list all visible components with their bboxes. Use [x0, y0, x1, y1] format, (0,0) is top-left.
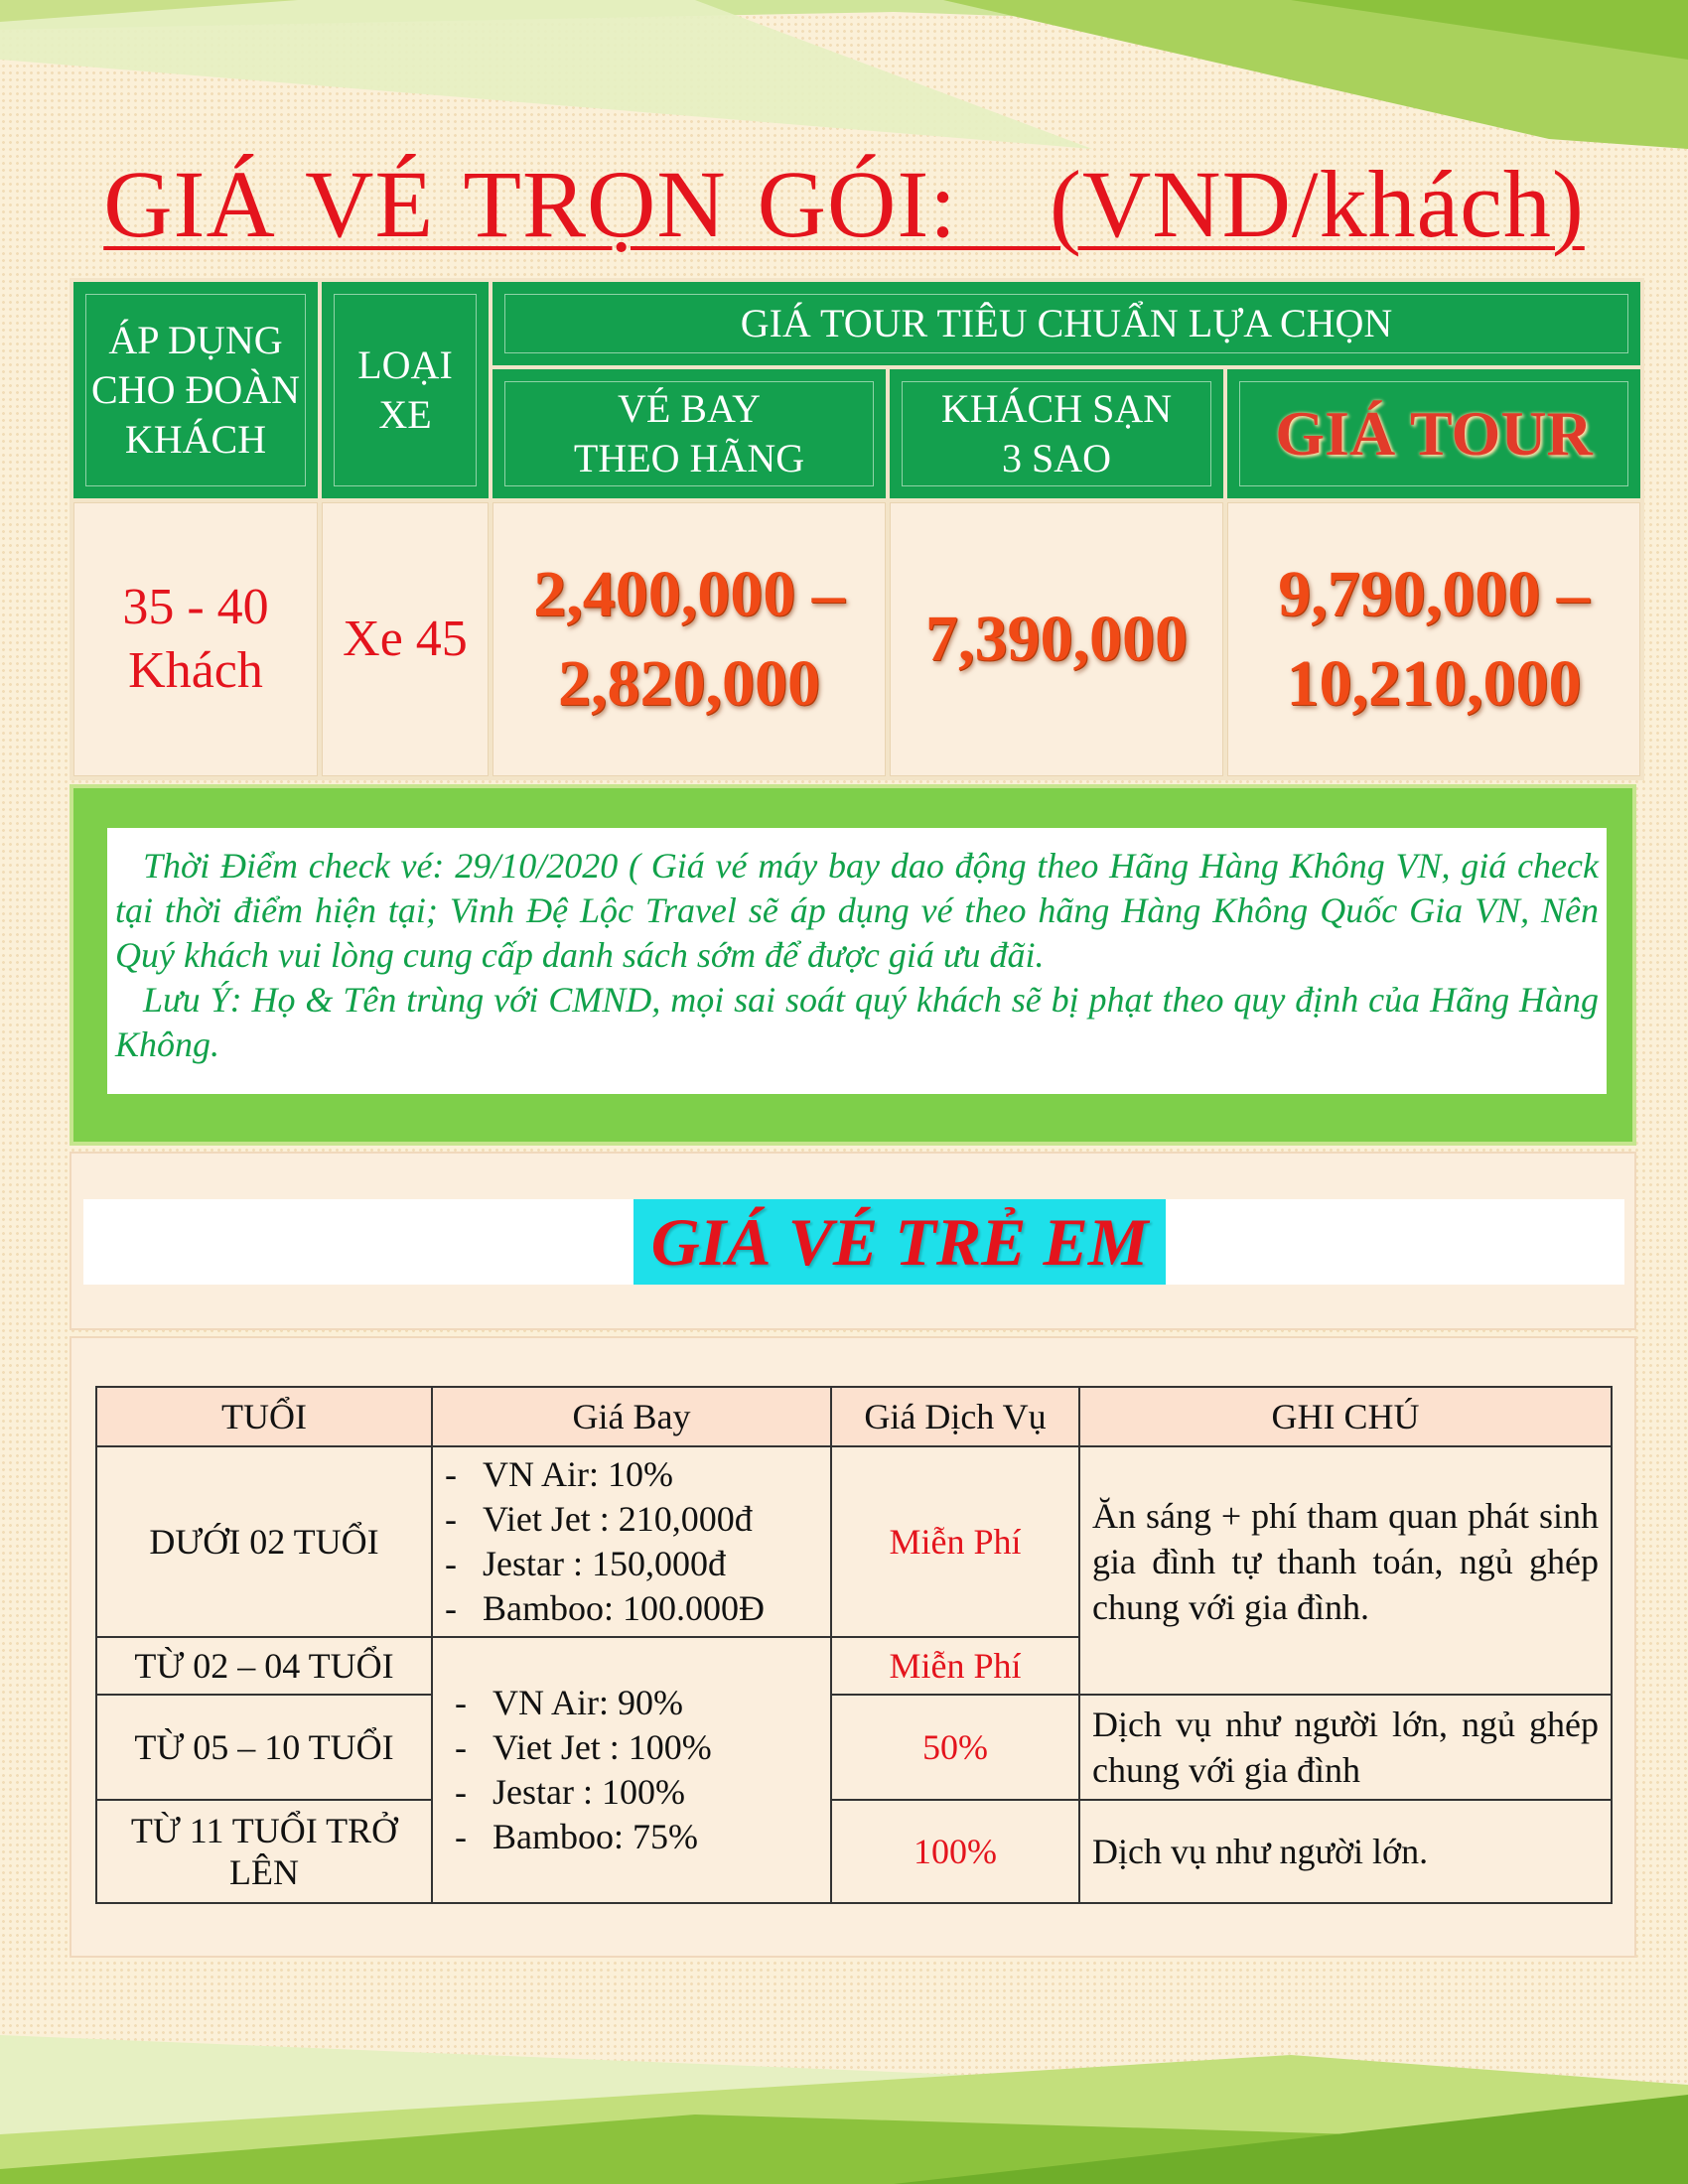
header-vehicle: LOẠI XE	[322, 282, 489, 498]
top-leaf-decoration	[0, 0, 1688, 159]
list-item: - Jestar : 150,000đ	[445, 1542, 818, 1586]
cell-vehicle: Xe 45	[322, 502, 489, 776]
list-item: - VN Air: 90%	[455, 1681, 818, 1725]
age-cell: TỪ 11 TUỔI TRỞ LÊN	[96, 1800, 432, 1903]
table-row	[96, 1446, 1612, 1637]
note-cell: Ăn sáng + phí tham quan phát sinh gia đình tự thanh toán, ngủ ghép chung với gia đình.	[1079, 1446, 1612, 1695]
service-cell: 100%	[831, 1800, 1079, 1903]
table-row	[96, 1800, 1612, 1903]
age-cell: DƯỚI 02 TUỔI	[96, 1446, 432, 1637]
list-item: - Viet Jet : 100%	[455, 1725, 818, 1770]
package-price-table	[70, 278, 1644, 780]
service-cell: Miễn Phí	[831, 1446, 1079, 1637]
notes-panel	[107, 828, 1607, 1094]
flight-child-cell	[432, 1637, 831, 1903]
header-hotel: KHÁCH SẠN 3 SAO	[890, 369, 1223, 498]
child-title-band	[70, 1152, 1636, 1330]
col-header-age: TUỔI	[96, 1387, 432, 1446]
header-standard-tour: GIÁ TOUR TIÊU CHUẨN LỰA CHỌN	[492, 282, 1640, 365]
cell-flight-price: 2,400,000 – 2,820,000	[492, 502, 886, 776]
note-warning: Lưu Ý: Họ & Tên trùng với CMND, mọi sai soát quý khách sẽ bị phạt theo quy định của Hãng Hàng Không.	[115, 980, 1599, 1064]
bottom-leaf-decoration	[0, 1995, 1688, 2184]
note-cell: Dịch vụ như người lớn, ngủ ghép chung với gia đình	[1079, 1695, 1612, 1800]
notes-box	[70, 784, 1636, 1146]
age-cell: TỪ 02 – 04 TUỔI	[96, 1637, 432, 1695]
page-title: GIÁ VÉ TRỌN GÓI: (VND/khách)	[103, 151, 1585, 257]
list-item: - Bamboo: 75%	[455, 1815, 818, 1859]
cell-hotel-price: 7,390,000	[890, 502, 1223, 776]
header-tour-price: GIÁ TOUR	[1227, 369, 1640, 498]
col-header-service: Giá Dịch Vụ	[831, 1387, 1079, 1446]
note-cell: Dịch vụ như người lớn.	[1079, 1800, 1612, 1903]
child-section-title: GIÁ VÉ TRẺ EM	[633, 1199, 1166, 1285]
note-check-date: Thời Điểm check vé: 29/10/2020 ( Giá vé máy bay dao động theo Hãng Hàng Không VN, giá check tại thời điểm hiện tại; Vinh Đệ Lộc Travel sẽ áp dụng vé theo hãng Hàng Không Quốc Gia VN, Nên Quý khách vui lòng cung cấp danh sách sớm để được giá ưu đãi.	[115, 846, 1599, 975]
cell-tour-price: 9,790,000 – 10,210,000	[1227, 502, 1640, 776]
list-item: - Jestar : 100%	[455, 1770, 818, 1815]
child-title-bar	[83, 1199, 1624, 1285]
list-item: - Viet Jet : 210,000đ	[445, 1497, 818, 1542]
child-price-table	[95, 1386, 1613, 1904]
col-header-note: GHI CHÚ	[1079, 1387, 1612, 1446]
header-flight: VÉ BAY THEO HÃNG	[492, 369, 886, 498]
service-cell: Miễn Phí	[831, 1637, 1079, 1695]
header-group-size: ÁP DỤNG CHO ĐOÀN KHÁCH	[73, 282, 318, 498]
child-price-area	[70, 1336, 1636, 1958]
table-row	[96, 1695, 1612, 1800]
list-item: - Bamboo: 100.000Đ	[445, 1586, 818, 1631]
flight-infant-cell	[432, 1446, 831, 1637]
list-item: - VN Air: 10%	[445, 1452, 818, 1497]
age-cell: TỪ 05 – 10 TUỔI	[96, 1695, 432, 1800]
col-header-flight: Giá Bay	[432, 1387, 831, 1446]
service-cell: 50%	[831, 1695, 1079, 1800]
cell-group-size: 35 - 40 Khách	[73, 502, 318, 776]
